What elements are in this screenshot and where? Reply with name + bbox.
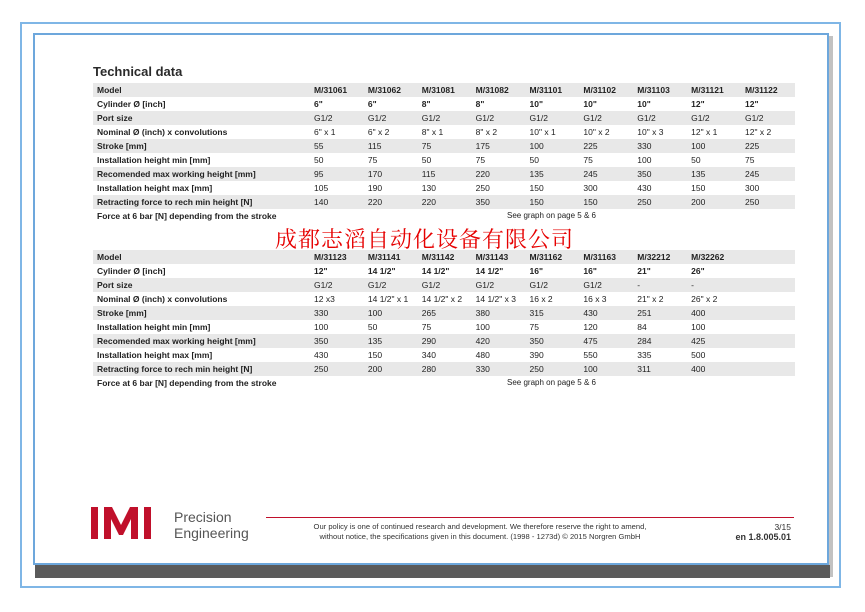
table-cell: 420: [472, 334, 526, 348]
row-label: Recomended max working height [mm]: [93, 334, 310, 348]
table-cell: 220: [364, 195, 418, 209]
table-cell: M/31143: [472, 250, 526, 264]
table-row: [93, 195, 795, 209]
table-cell: [741, 250, 795, 264]
table-cell: 50: [687, 153, 741, 167]
footer-divider: [266, 517, 794, 518]
table-cell: 100: [687, 320, 741, 334]
table-cell: 284: [633, 334, 687, 348]
table-cell: 350: [472, 195, 526, 209]
table-cell: 350: [310, 334, 364, 348]
table-row: [93, 362, 795, 376]
table-cell: 480: [472, 348, 526, 362]
table-cell: 245: [741, 167, 795, 181]
table-cell: 115: [418, 167, 472, 181]
table-cell: 14 1/2" x 3: [472, 292, 526, 306]
table-cell: 311: [633, 362, 687, 376]
table-cell: M/31141: [364, 250, 418, 264]
table-cell: 100: [472, 320, 526, 334]
table-cell: G1/2: [310, 278, 364, 292]
table-cell: G1/2: [579, 278, 633, 292]
row-label: Installation height min [mm]: [93, 153, 310, 167]
table-cell: 400: [687, 306, 741, 320]
table-cell: M/31162: [526, 250, 580, 264]
table-cell: M/31122: [741, 83, 795, 97]
row-label: Port size: [93, 278, 310, 292]
row-label: Installation height max [mm]: [93, 348, 310, 362]
table-row: [93, 111, 795, 125]
technical-table-2: [93, 250, 795, 390]
table-cell: 14 1/2" x 2: [418, 292, 472, 306]
table-row: [93, 209, 795, 223]
table-cell: 100: [687, 139, 741, 153]
table-cell: -: [633, 278, 687, 292]
table-cell: 10" x 3: [633, 125, 687, 139]
table-cell: 6": [310, 97, 364, 111]
table-row: [93, 97, 795, 111]
table-cell: 150: [526, 181, 580, 195]
table-cell: 6" x 1: [310, 125, 364, 139]
table-row: [93, 320, 795, 334]
page-number: 3/15: [774, 522, 791, 532]
table-cell: M/31101: [526, 83, 580, 97]
table-cell: 100: [579, 362, 633, 376]
row-label: Port size: [93, 111, 310, 125]
table-cell: 340: [418, 348, 472, 362]
table-cell: 150: [364, 348, 418, 362]
table-cell: 170: [364, 167, 418, 181]
table-cell: 50: [310, 153, 364, 167]
table-cell: 8": [418, 97, 472, 111]
table-cell: 50: [364, 320, 418, 334]
table-cell: M/31102: [579, 83, 633, 97]
table-cell: 400: [687, 362, 741, 376]
table-cell: [741, 362, 795, 376]
table-row: [93, 306, 795, 320]
table-cell: G1/2: [310, 111, 364, 125]
table-cell: 16": [526, 264, 580, 278]
row-label: Stroke [mm]: [93, 306, 310, 320]
table-cell: 21" x 2: [633, 292, 687, 306]
table-cell: 330: [310, 306, 364, 320]
table-cell: G1/2: [526, 111, 580, 125]
table-cell: 251: [633, 306, 687, 320]
table-cell: 250: [741, 195, 795, 209]
policy-line-1: Our policy is one of continued research and development. We therefore reserve the right to amend,: [313, 522, 647, 531]
table-cell: M/31142: [418, 250, 472, 264]
table-cell: [741, 334, 795, 348]
table-cell: G1/2: [741, 111, 795, 125]
row-label: Retracting force to rech min height [N]: [93, 195, 310, 209]
table-cell: 200: [364, 362, 418, 376]
table-row: [93, 139, 795, 153]
table-cell: 130: [418, 181, 472, 195]
table-cell: [741, 348, 795, 362]
row-label: Nominal Ø (inch) x convolutions: [93, 292, 310, 306]
row-label: Retracting force to rech min height [N]: [93, 362, 310, 376]
table-cell: G1/2: [472, 278, 526, 292]
table-cell: M/31061: [310, 83, 364, 97]
table-cell: 150: [579, 195, 633, 209]
table-cell: 21": [633, 264, 687, 278]
table-cell: 330: [472, 362, 526, 376]
table-cell: 12": [310, 264, 364, 278]
table-cell: M/31121: [687, 83, 741, 97]
table-cell: M/32212: [633, 250, 687, 264]
table-cell: 250: [472, 181, 526, 195]
imi-logo: [91, 505, 171, 541]
footer-page-info: [735, 522, 791, 542]
table-cell: 12" x 2: [741, 125, 795, 139]
table-cell: 245: [579, 167, 633, 181]
table-cell: 14 1/2": [472, 264, 526, 278]
logo-line-2: Engineering: [174, 525, 249, 541]
table-cell: 100: [364, 306, 418, 320]
table-cell: 220: [418, 195, 472, 209]
table-cell: 14 1/2" x 1: [364, 292, 418, 306]
table-cell: 475: [579, 334, 633, 348]
table-cell: 100: [310, 320, 364, 334]
table-row: [93, 125, 795, 139]
table-cell: [741, 292, 795, 306]
document-code: en 1.8.005.01: [735, 532, 791, 542]
table-cell: 500: [687, 348, 741, 362]
table-cell: M/31081: [418, 83, 472, 97]
table-cell: 265: [418, 306, 472, 320]
table-cell: 290: [418, 334, 472, 348]
table-cell: M/31062: [364, 83, 418, 97]
table-cell: 14 1/2": [418, 264, 472, 278]
table-cell: 390: [526, 348, 580, 362]
table-cell: G1/2: [364, 278, 418, 292]
table-cell: 300: [741, 181, 795, 195]
table-cell: 550: [579, 348, 633, 362]
logo-wordmark: [174, 509, 249, 541]
table-cell: G1/2: [472, 111, 526, 125]
table-cell: 75: [741, 153, 795, 167]
table-row: [93, 181, 795, 195]
row-label: Cylinder Ø [inch]: [93, 264, 310, 278]
table-row: [93, 376, 795, 390]
table-cell: 115: [364, 139, 418, 153]
table-cell: 225: [741, 139, 795, 153]
table-row: [93, 292, 795, 306]
table-cell: 12": [687, 97, 741, 111]
table-cell: 135: [526, 167, 580, 181]
row-label: Recomended max working height [mm]: [93, 167, 310, 181]
table-cell: G1/2: [418, 278, 472, 292]
table-row: [93, 153, 795, 167]
row-label: Force at 6 bar [N] depending from the stroke: [93, 376, 310, 390]
table-cell: 190: [364, 181, 418, 195]
table-cell: M/31123: [310, 250, 364, 264]
row-label: Installation height min [mm]: [93, 320, 310, 334]
table-cell: G1/2: [633, 111, 687, 125]
table-cell: G1/2: [526, 278, 580, 292]
table-cell: 75: [364, 153, 418, 167]
row-label: Nominal Ø (inch) x convolutions: [93, 125, 310, 139]
row-label: Model: [93, 83, 310, 97]
table-cell: 16 x 3: [579, 292, 633, 306]
table-cell: 120: [579, 320, 633, 334]
table-cell: 135: [364, 334, 418, 348]
table-cell: 14 1/2": [364, 264, 418, 278]
table-cell: 12" x 1: [687, 125, 741, 139]
table-cell: 150: [526, 195, 580, 209]
table-cell: 430: [633, 181, 687, 195]
table-cell: 250: [310, 362, 364, 376]
table-cell: 280: [418, 362, 472, 376]
table-cell: 10": [633, 97, 687, 111]
table-cell: 105: [310, 181, 364, 195]
table-cell: 26" x 2: [687, 292, 741, 306]
policy-line-2: without notice, the specifications given in this document. (1998 - 1273d) © 2015 Norgren GmbH: [319, 532, 641, 541]
table-cell: 430: [310, 348, 364, 362]
viewer-bottom-bar: [35, 565, 830, 578]
table-cell: 26": [687, 264, 741, 278]
table-cell: 6": [364, 97, 418, 111]
document-page: [33, 33, 829, 565]
table-cell: 12": [741, 97, 795, 111]
table-cell: 50: [418, 153, 472, 167]
table-cell: 250: [633, 195, 687, 209]
table-cell: 175: [472, 139, 526, 153]
table-cell: G1/2: [579, 111, 633, 125]
table-cell: 350: [633, 167, 687, 181]
table-cell: 16": [579, 264, 633, 278]
table-cell: G1/2: [687, 111, 741, 125]
table-cell: 84: [633, 320, 687, 334]
table-cell: [741, 306, 795, 320]
logo-line-1: Precision: [174, 509, 232, 525]
table-cell: 135: [687, 167, 741, 181]
table-cell: 10" x 2: [579, 125, 633, 139]
table-cell: 10": [526, 97, 580, 111]
table-cell: 10": [579, 97, 633, 111]
row-label: Stroke [mm]: [93, 139, 310, 153]
watermark-text: 成都志滔自动化设备有限公司: [275, 228, 575, 253]
table-cell: M/31103: [633, 83, 687, 97]
table-cell: 140: [310, 195, 364, 209]
table-cell: M/32262: [687, 250, 741, 264]
footer-policy: [285, 522, 675, 542]
table-cell: 380: [472, 306, 526, 320]
table-cell: -: [687, 278, 741, 292]
table-cell: 250: [526, 362, 580, 376]
row-label: Model: [93, 250, 310, 264]
table-cell: 100: [633, 153, 687, 167]
table-cell: 95: [310, 167, 364, 181]
table-cell: 425: [687, 334, 741, 348]
table-cell: 220: [472, 167, 526, 181]
table-cell: 75: [418, 139, 472, 153]
table-cell: G1/2: [418, 111, 472, 125]
force-note: See graph on page 5 & 6: [310, 209, 795, 223]
table-cell: M/31163: [579, 250, 633, 264]
row-label: Installation height max [mm]: [93, 181, 310, 195]
force-note: See graph on page 5 & 6: [310, 376, 795, 390]
page-title: Technical data: [93, 64, 183, 79]
table-cell: 300: [579, 181, 633, 195]
table-cell: 75: [472, 153, 526, 167]
table-cell: 75: [579, 153, 633, 167]
table-cell: 12 x3: [310, 292, 364, 306]
table-cell: [741, 264, 795, 278]
table-cell: [741, 320, 795, 334]
table-cell: 200: [687, 195, 741, 209]
table-row: [93, 334, 795, 348]
table-cell: 350: [526, 334, 580, 348]
table-cell: 330: [633, 139, 687, 153]
table-cell: 315: [526, 306, 580, 320]
table-cell: 100: [526, 139, 580, 153]
table-row: [93, 264, 795, 278]
technical-table-1: [93, 83, 795, 223]
table-cell: 50: [526, 153, 580, 167]
table-row: [93, 278, 795, 292]
table-row: [93, 83, 795, 97]
table-cell: 8": [472, 97, 526, 111]
table-cell: 8" x 1: [418, 125, 472, 139]
table-cell: 430: [579, 306, 633, 320]
table-cell: 16 x 2: [526, 292, 580, 306]
table-cell: 335: [633, 348, 687, 362]
table-cell: M/31082: [472, 83, 526, 97]
row-label: Cylinder Ø [inch]: [93, 97, 310, 111]
row-label: Force at 6 bar [N] depending from the stroke: [93, 209, 310, 223]
table-cell: 6" x 2: [364, 125, 418, 139]
table-cell: 150: [687, 181, 741, 195]
table-cell: 75: [526, 320, 580, 334]
table-cell: 55: [310, 139, 364, 153]
table-cell: 10" x 1: [526, 125, 580, 139]
table-row: [93, 348, 795, 362]
table-cell: 225: [579, 139, 633, 153]
table-cell: 75: [418, 320, 472, 334]
table-cell: 8" x 2: [472, 125, 526, 139]
table-row: [93, 167, 795, 181]
table-cell: [741, 278, 795, 292]
table-cell: G1/2: [364, 111, 418, 125]
